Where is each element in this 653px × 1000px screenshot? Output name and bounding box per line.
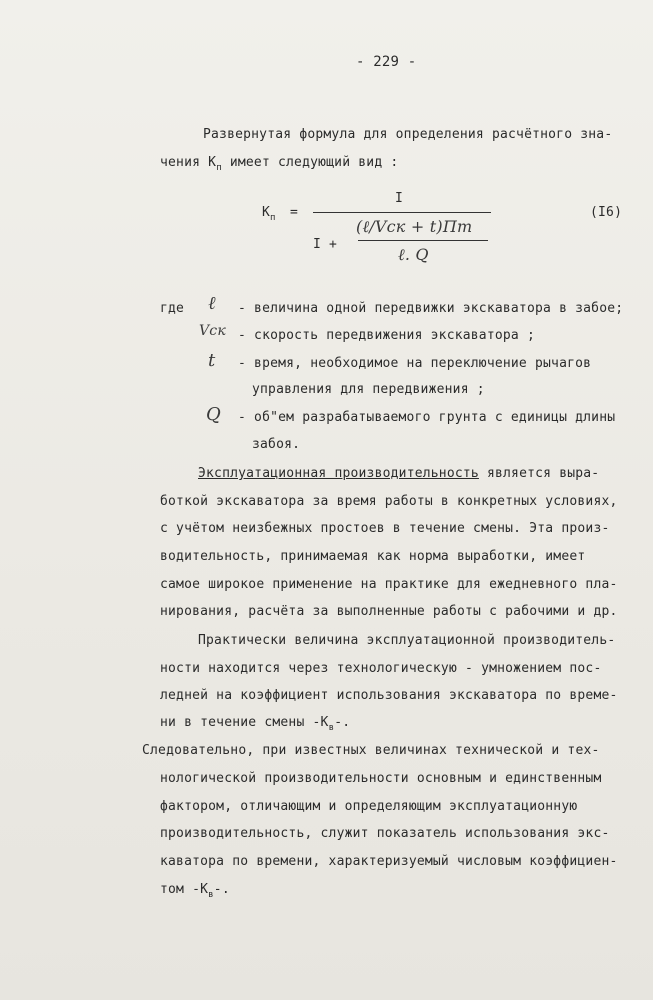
para3-line-1: Следовательно, при известных величинах технической и тех-	[142, 743, 600, 758]
para3-line-6-sub: в	[208, 890, 214, 900]
definitions-where: где	[160, 301, 185, 316]
formula-main-fraction-bar	[313, 212, 491, 213]
para3-line-5: каватора по времени, характеризуемый числовым коэффициен-	[160, 854, 618, 869]
para1-line-1-rest: является выра-	[478, 466, 600, 481]
para2-line-4-prefix: ни в течение смены -К	[160, 715, 329, 730]
formula-numerator: I	[395, 191, 404, 206]
para1-line-1	[198, 466, 599, 481]
equation-number: (I6)	[590, 205, 623, 220]
para3-line-3: фактором, отличающим и определяющим эксплуатационную	[160, 799, 578, 814]
para3-line-6-prefix: том -К	[160, 882, 209, 897]
definition-symbol-t: t	[208, 350, 216, 371]
para1-line-2: боткой экскаватора за время работы в конкретных условиях,	[160, 494, 618, 509]
para2-line-4-sub: в	[328, 723, 335, 733]
formula-equals: =	[290, 205, 299, 220]
formula-inner-fraction-bar	[358, 240, 488, 241]
para3-line-2: нологической производительности основным и единственным	[160, 771, 602, 786]
formula-lhs-main: К	[262, 205, 271, 220]
page-number: - 229 -	[356, 54, 417, 70]
para3-line-6	[160, 882, 230, 900]
intro-line-2-prefix: чения К	[160, 155, 217, 170]
para1-line-6: нирования, расчёта за выполненные работы с рабочими и др.	[160, 604, 618, 619]
para2-line-2: ности находится через технологическую - умножением пос-	[160, 661, 602, 676]
para1-line-5: самое широкое применение на практике для ежедневного пла-	[160, 577, 618, 592]
intro-line-1: Развернутая формула для определения расчётного зна-	[203, 127, 613, 142]
para2-line-4	[160, 715, 351, 733]
definition-text-v: - скорость передвижения экскаватора ;	[238, 328, 535, 343]
formula-lhs-sub: п	[270, 213, 276, 223]
definition-text-t-cont: управления для передвижения ;	[252, 382, 485, 397]
intro-line-2-suffix: имеет следующий вид :	[221, 155, 399, 170]
para1-line-4: водительность, принимаемая как норма выработки, имеет	[160, 549, 586, 564]
intro-line-2	[160, 155, 399, 173]
definition-text-q-cont: забоя.	[252, 437, 301, 452]
formula-inner-denominator: ℓ. Q	[398, 245, 429, 264]
definition-symbol-q: Q	[206, 404, 221, 425]
para3-line-6-suffix: -.	[213, 882, 230, 897]
para2-line-4-suffix: -.	[334, 715, 351, 730]
definition-symbol-v: Vск	[199, 323, 226, 339]
definition-text-t: - время, необходимое на переключение рычагов	[238, 356, 592, 371]
para2-line-1: Практически величина эксплуатационной производитель-	[198, 633, 616, 648]
formula-denominator-prefix: I +	[313, 237, 338, 252]
para2-line-3: ледней на коэффициент использования экскаватора по време-	[160, 688, 618, 703]
para1-term: Эксплуатационная производительность	[198, 466, 479, 481]
definition-symbol-l: ℓ	[208, 293, 216, 314]
para1-line-3: с учётом неизбежных простоев в течение смены. Эта произ-	[160, 521, 610, 536]
formula-lhs	[262, 205, 276, 223]
intro-line-2-sub: п	[216, 163, 222, 173]
para3-line-4: производительность, служит показатель использования экс-	[160, 826, 610, 841]
definition-text-l: - величина одной передвижки экскаватора в забое;	[238, 301, 624, 316]
definition-text-q: - об"ем разрабатываемого грунта с единицы длины	[238, 410, 616, 425]
formula-inner-numerator: (ℓ/Vск + t)Пт	[356, 217, 473, 236]
